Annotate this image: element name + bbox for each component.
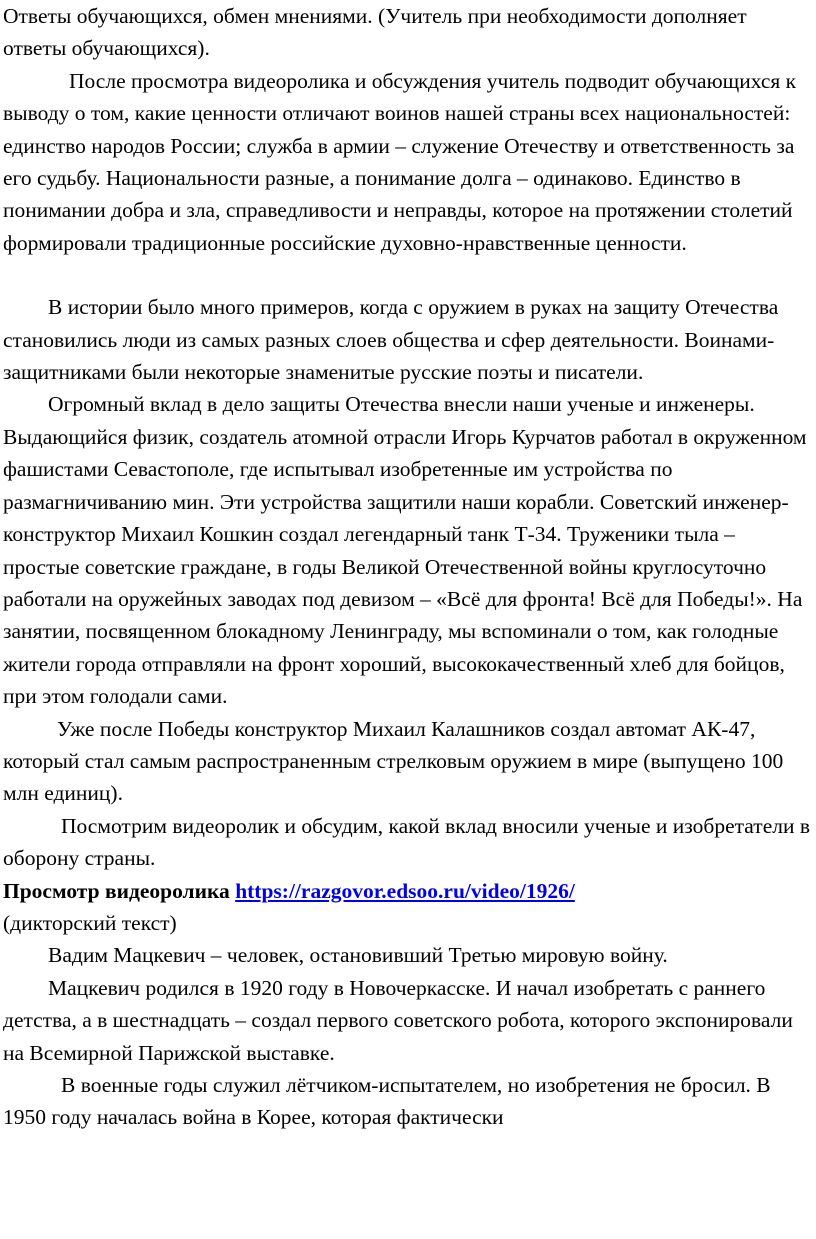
narration-paragraph: Вадим Мацкевич – человек, остановивший Третью мировую войну. (48, 943, 668, 968)
paragraph-kalashnikov: Уже после Победы конструктор Михаил Калашников создал автомат АК-47, который стал самым распространенным стрелковым оружием в мире (выпущено 100 млн единиц). (3, 716, 784, 806)
narration-paragraph: Мацкевич родился в 1920 году в Новочеркасске. И начал изобретать с раннего детства, а в шестнадцать – создал первого советского робота, которого экспонировали на Всемирной Парижской выставке. (3, 975, 793, 1065)
paragraph-watch-video-intro: Посмотрим видеоролик и обсудим, какой вклад вносили ученые и изобретатели в оборону страны. (3, 813, 810, 871)
video-heading: Просмотр видеоролика (3, 878, 230, 903)
video-note: (дикторский текст) (3, 910, 177, 935)
paragraph-teacher-conclusion: После просмотра видеоролика и обсуждения учитель подводит обучающихся к выводу о том, какие ценности отличают воинов нашей страны всех национальностей: единство народов России; служба в армии – служение Отечеству и ответственность за его судьбу. Национальности разные, а понимание долга – одинаково. Единство в понимании добра и зла, справедливости и неправды, которое на протяжении столетий формировали традиционные российские духовно-нравственные ценности. (3, 68, 797, 255)
paragraph-student-answers: Ответы обучающихся, обмен мнениями. (Учитель при необходимости дополняет ответы обучающихся). (3, 4, 747, 61)
video-section (3, 875, 813, 907)
video-link[interactable]: https://razgovor.edsoo.ru/video/1926/ (235, 878, 575, 903)
paragraph-spacer (3, 259, 813, 291)
paragraph-scientists-contribution: Огромный вклад в дело защиты Отечества внесли наши ученые и инженеры. Выдающийся физик, создатель атомной отрасли Игорь Курчатов работал в окруженном фашистами Севастополе, где испытывал изобретенные им устройства по размагничиванию мин. Эти устройства защитили наши корабли. Советский инженер-конструктор Михаил Кошкин создал легендарный танк Т-34. Труженики тыла – простые советские граждане, в годы Великой Отечественной войны круглосуточно работали на оружейных заводах под девизом – «Всё для фронта! Всё для Победы!». На занятии, посвященном блокадному Ленинграду, мы вспоминали о том, как голодные жители города отправляли на фронт хороший, высококачественный хлеб для бойцов, при этом голодали сами. (3, 392, 807, 709)
narration-paragraph: В военные годы служил лётчиком-испытателем, но изобретения не бросил. В 1950 году началась война в Корее, которая фактически (3, 1073, 771, 1130)
paragraph-history-examples: В истории было много примеров, когда с оружием в руках на защиту Отечества становились люди из самых разных слоев общества и сфер деятельности. Воинами-защитниками были некоторые знаменитые русские поэты и писатели. (3, 295, 779, 385)
document-page (3, 0, 813, 1134)
